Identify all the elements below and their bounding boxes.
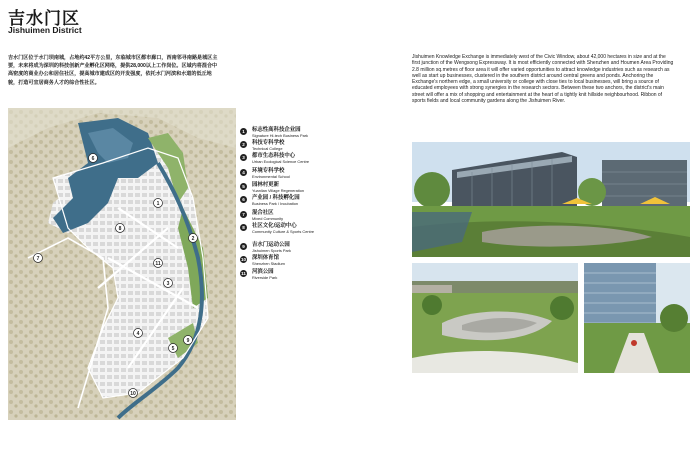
intro-paragraph-en (412, 54, 674, 104)
legend-number-badge: 2 (240, 141, 247, 148)
glass-building-right (602, 160, 687, 212)
legend-label-en: Community Culture & Sports Centre (252, 228, 315, 234)
map-marker-number: 9 (186, 337, 190, 344)
legend-label-cn: 深圳体育馆 (252, 255, 279, 261)
map-marker-number: 10 (130, 390, 136, 397)
courtyard-path-photo (584, 263, 690, 373)
map-marker-number: 11 (155, 260, 161, 267)
legend-label-en: Shenzhen Stadium (252, 260, 285, 266)
tower-building (584, 263, 656, 333)
intro-paragraph-en-text: Jishuimen Knowledge Exchange is immediately west of the Civic Window, about 42,000 hectares in size and at the first junction of the Wengsong Expressway. It is most efficiently connected with Shenzhen and Houmen Area Providing 2.8 million sq.metres of floor area it will offer varied opportunities to attract knowledge industries such as research as well as start up businesses, clustered in the southern district around central greens and ponds. Anchoring the Exchange's northern edge, a small university or college with close ties to local businesses, will bring a source of educated employees with strong synergies in the research sectors. Between these two anchors, the district's main street will offer a mix of shopping and entertainment at the heart of a tightly knit hillside neighbourhood. Ribbon of sports fields and local community gardens along the Jishuimen River. (412, 54, 674, 105)
person (631, 340, 637, 346)
map-marker-number: 8 (118, 225, 122, 232)
legend-label-en: Signature Hi-tech Business Park (252, 132, 309, 138)
tree-1 (422, 295, 442, 315)
legend-label-en: Business Park / Incubation (252, 200, 299, 206)
legend-label-cn: 科技专科学校 (252, 140, 285, 146)
legend-label-cn: 河滨公园 (252, 269, 274, 275)
page-title-en: Jishuimen District (8, 25, 82, 35)
tree (660, 304, 688, 332)
intro-paragraph-cn: 吉水门区位于水门坝南城，占地约42平方公里，东临城市区都市廊口，西南邻寻南路是城区主要，未来将成为深圳的科技创新产业孵化区网络，提供28,000以上工作岗位。区域内将混合中高密度的商业办公和居住社区，提高城市建成区的开发强度，依托水门河滨和水道的低丘地貌，打造可宜居商务人才的综合性社区。 (8, 55, 218, 86)
legend-label-cn: 吉水门运动公园 (252, 242, 290, 248)
legend-label-en: Riverside Park (252, 274, 278, 280)
legend-label-cn: 混合社区 (252, 210, 274, 216)
tree-2 (550, 296, 574, 320)
legend-number-badge: 10 (240, 257, 247, 262)
page-title-cn: 吉水门区 (8, 9, 80, 28)
courtyard-path-photo-svg (584, 263, 690, 373)
legend-number-badge: 7 (240, 211, 247, 218)
legend-label-cn: 社区文化/运动中心 (252, 223, 297, 229)
legend-label-cn: 产业园 / 科技孵化园 (252, 195, 300, 201)
campus-lawn-photo (412, 142, 690, 257)
legend-number-badge: 4 (240, 169, 247, 176)
legend-number-badge: 11 (241, 271, 246, 276)
campus-lawn-photo-svg (412, 142, 690, 257)
legend-label-en: Mixed Community (252, 215, 284, 221)
legend-label-en: Urban Ecological Science Centre (252, 158, 310, 164)
legend-number-badge: 3 (240, 154, 247, 161)
map-marker-number: 1 (156, 200, 160, 207)
master-plan-map-svg (8, 108, 236, 420)
map-marker-number: 5 (171, 345, 175, 352)
tree-left (414, 172, 450, 208)
legend-label-en: Jishuimen Sports Park (252, 247, 291, 253)
legend-label-en: Yuanlian Village Regeneration (252, 187, 305, 193)
legend-label-cn: 都市生态科技中心 (252, 153, 296, 159)
skate-park-photo (412, 263, 578, 373)
legend-number-badge: 6 (240, 196, 247, 203)
legend-number-badge: 9 (240, 243, 247, 250)
map-marker-number: 3 (166, 280, 170, 287)
legend-label-en: Environmental School (252, 173, 290, 179)
map-marker-number: 7 (36, 255, 40, 262)
legend-number-badge: 8 (240, 224, 247, 231)
legend-label-cn: 标志性高科技企业园 (252, 127, 301, 133)
legend-label-cn: 园林村更新 (252, 182, 279, 188)
legend-label-en: Technical College (252, 145, 283, 151)
legend-number-badge: 5 (240, 183, 247, 190)
map-marker-number: 2 (191, 235, 195, 242)
legend-label-cn: 环境专科学校 (252, 168, 285, 174)
legend-number-badge: 1 (240, 128, 247, 135)
map-marker-number: 6 (91, 155, 95, 162)
map-marker-number: 4 (136, 330, 140, 337)
skate-park-photo-svg (412, 263, 578, 373)
master-plan-map (8, 108, 236, 420)
